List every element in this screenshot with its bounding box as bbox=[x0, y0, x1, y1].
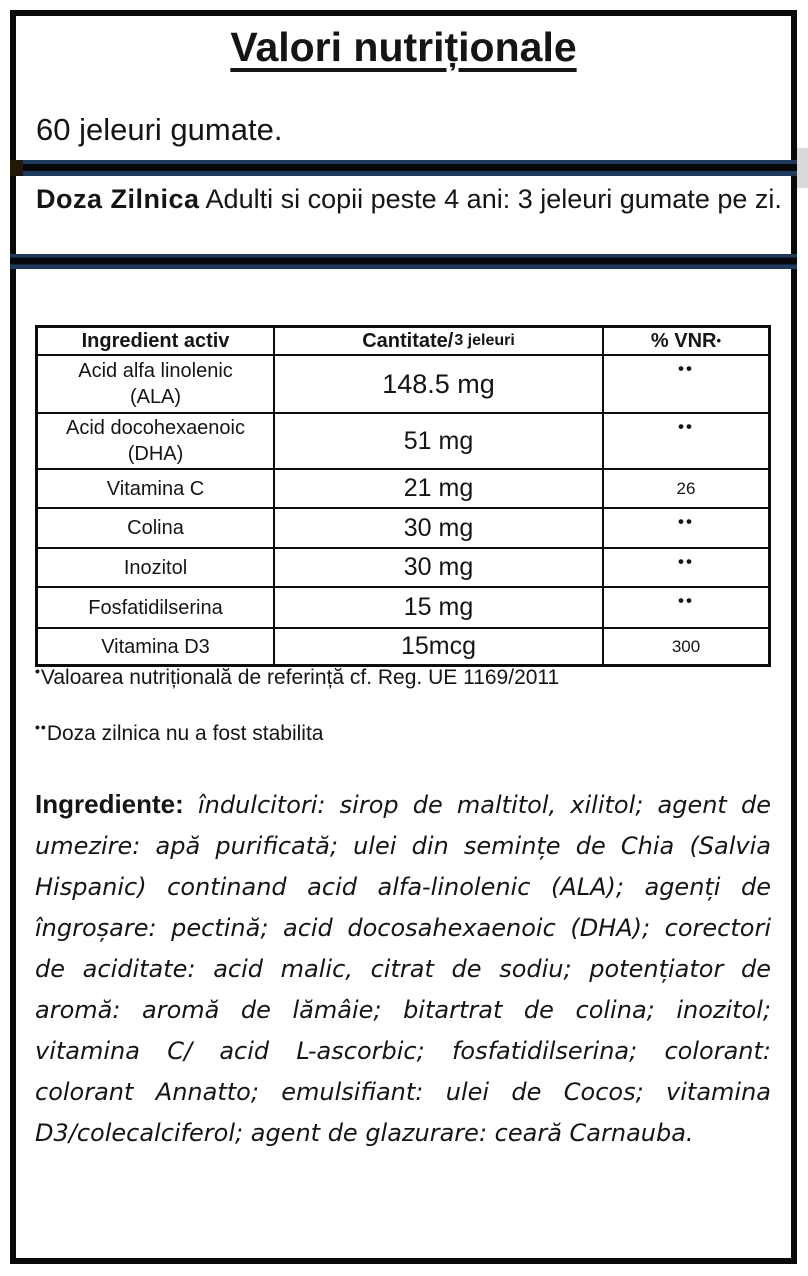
ingredients-label: Ingrediente: bbox=[35, 789, 184, 819]
ingredient-name: Colina bbox=[127, 517, 184, 539]
header-quantity-prefix: Cantitate/ bbox=[362, 329, 454, 352]
ingredient-name: Inozitol bbox=[123, 556, 188, 579]
ingredient-name: Vitamina C bbox=[106, 477, 205, 500]
footnote-marker: • bbox=[35, 663, 41, 679]
table-row-vitd3-vnr: 300 bbox=[671, 636, 701, 656]
ingredient-name-line2: (DHA) bbox=[127, 443, 184, 465]
serving-count: 60 jeleuri gumate. bbox=[36, 112, 283, 147]
header-ingredient-label: Ingredient activ bbox=[81, 329, 230, 352]
table-row-vitc-vnr: 26 bbox=[604, 470, 768, 509]
daily-dose-line bbox=[36, 184, 782, 215]
table-row-dha-vnr: •• bbox=[604, 414, 768, 470]
footnote-vnr-reference bbox=[35, 663, 560, 690]
ingredients-text: îndulcitori: sirop de maltitol, xilitol; agent de umezire: apă purificată; ulei din semințe de Chia (Salvia Hispanic) continand acid alfa-linolenic (ALA); agenți de îngroșare: pectină; acid docosahexaenoic (DHA); corectori de aciditate: acid malic, citrat de sodiu; potențiator de aromă: aromă de lămâie; bitartrat de colina; inozitol; vitamina C/ acid L-ascorbic; fosfatidilserina; colorant: colorant Annatto; emulsifiant: ulei de Cocos; vitamina D3/colecalciferol; agent de glazurare: ceară Carnauba. bbox=[35, 791, 771, 1147]
footnote-marker: •• bbox=[35, 719, 47, 735]
table-header-ingredient bbox=[38, 328, 275, 356]
table-row-inozitol-vnr: •• bbox=[604, 549, 768, 588]
page-title: Valori nutriționale bbox=[230, 24, 577, 70]
footnote-daily-dose bbox=[35, 719, 324, 746]
daily-dose-text: Adulti si copii peste 4 ani: 3 jeleuri gumate pe zi. bbox=[199, 184, 782, 214]
daily-dose-label: Doza Zilnica bbox=[36, 184, 200, 214]
table-row-fosfatidilserina-name bbox=[38, 588, 275, 629]
table-row-fosfatidilserina-qty: 15 mg bbox=[275, 588, 604, 629]
ingredients-paragraph bbox=[35, 784, 771, 1154]
footnote-text: Valoarea nutrițională de referință cf. Reg. UE 1169/2011 bbox=[40, 666, 560, 689]
divider-band-bottom bbox=[10, 254, 797, 269]
table-header-vnr: % VNR • bbox=[604, 328, 768, 356]
table-row-colina-vnr: •• bbox=[604, 509, 768, 549]
ingredient-name: Acid docohexaenoic bbox=[65, 417, 245, 439]
divider-band-left-cap bbox=[10, 160, 23, 176]
divider-band-top bbox=[10, 160, 797, 176]
table-row-vitc-name bbox=[38, 470, 275, 509]
table-row-vitd3-name bbox=[38, 629, 275, 664]
table-row-ala-vnr: •• bbox=[604, 356, 768, 414]
label-frame bbox=[10, 10, 797, 1264]
table-row-inozitol-name bbox=[38, 549, 275, 588]
table-row-fosfatidilserina-vnr: •• bbox=[604, 588, 768, 629]
table-row-colina-name bbox=[38, 509, 275, 549]
table-row-vitd3-qty: 15mcg bbox=[275, 629, 604, 664]
table-row-colina-qty: 30 mg bbox=[275, 509, 604, 549]
table-row-ala-name bbox=[38, 356, 275, 414]
table-row-inozitol-qty: 30 mg bbox=[275, 549, 604, 588]
table-header-quantity bbox=[275, 328, 604, 356]
ingredient-name: Vitamina D3 bbox=[101, 635, 210, 658]
table-row-dha-qty: 51 mg bbox=[275, 414, 604, 470]
header-vnr-label: % VNR bbox=[650, 329, 717, 352]
table-row-vitc-qty: 21 mg bbox=[275, 470, 604, 509]
header-quantity-serving: 3 jeleuri bbox=[454, 332, 515, 349]
ingredient-name-line2: (ALA) bbox=[129, 386, 182, 408]
footnote-text: Doza zilnica nu a fost stabilita bbox=[46, 722, 324, 745]
table-row-dha-name bbox=[38, 414, 275, 470]
table-row-ala-qty: 148.5 mg bbox=[275, 356, 604, 414]
ingredient-name: Acid alfa linolenic bbox=[78, 360, 233, 382]
nutrition-table bbox=[35, 325, 771, 667]
ingredient-name: Fosfatidilserina bbox=[88, 596, 223, 619]
